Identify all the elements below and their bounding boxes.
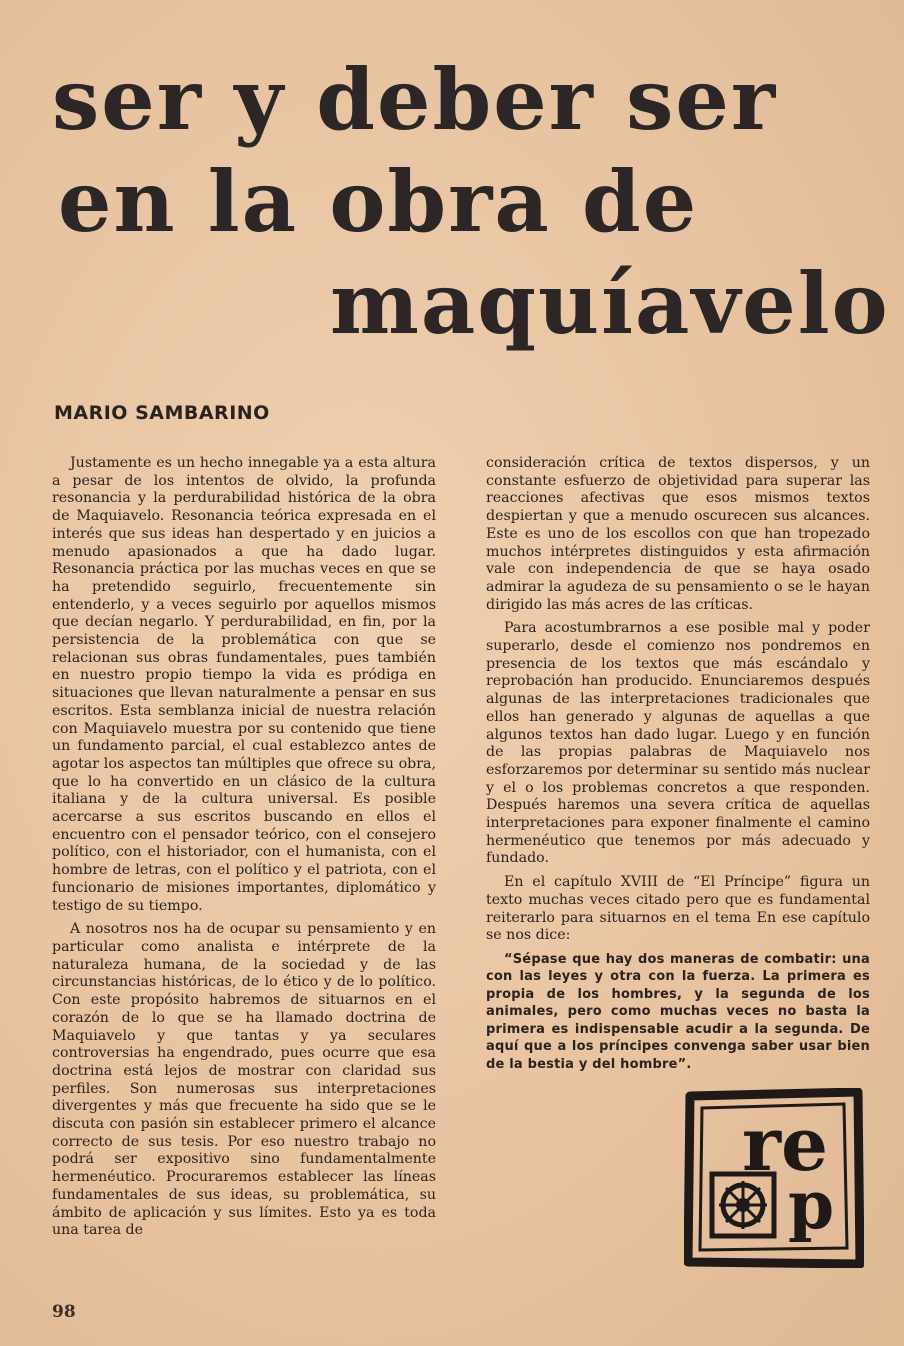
right-paragraph-1: consideración crítica de textos dispersos, y un constante esfuerzo de objetividad para superar las reacciones afectivas que esos mismos textos despiertan y que a menudo oscurecen sus alcances. Este es uno de los escollos con que han tropezado muchos intérpretes distinguidos y esta afirmación vale con independencia de que se haya osado admirar la agudeza de su pensamiento o se le hayan dirigido las más acres de las críticas. (486, 455, 870, 613)
author-name: MARIO SAMBARINO (54, 402, 270, 424)
left-paragraph-2: A nosotros nos ha de ocupar su pensamiento y en particular como analista e intérprete de la naturaleza humana, de la sociedad y de las circunstancias históricas, de lo ético y de lo político. Con este propósito habremos de situarnos en el corazón de lo que se ha llamado doctrina de Maquiavelo y que tantas y ya seculares controversias ha engendrado, pues ocurre que esa doctrina está lejos de mostrar con claridad sus perfiles. Son numerosas sus interpretaciones divergentes y más que frecuente ha sido que se le discuta con pasión sin establecer primero el alcance correcto de sus tesis. Por eso nuestro trabajo no podrá ser expositivo sino fundamentalmente hermenéutico. Procuraremos establecer las líneas fundamentales de sus ideas, su problemática, su ámbito de aplicación y sus límites. Esto ya es toda una tarea de (52, 921, 436, 1239)
right-column (486, 455, 870, 1079)
page-number: 98 (52, 1302, 76, 1322)
left-column (52, 455, 436, 1246)
quote-block: “Sépase que hay dos maneras de combatir: una con las leyes y otra con la fuerza. La primera es propia de los hombres, y la segunda de los animales, pero como muchas veces no basta la primera es indispensable acudir a la segunda. De aquí que a los príncipes convenga saber usar bien de la bestia y del hombre”. (486, 951, 870, 1072)
title-line-3: maquíavelo (330, 254, 890, 353)
logo-letter-p: p (788, 1166, 835, 1244)
right-paragraph-2: Para acostumbrarnos a ese posible mal y poder superarlo, desde el comienzo nos pondremos en presencia de los textos que más escándalo y reprobación han producido. Enunciaremos después algunas de las interpretaciones tradicionales que ellos han generado y algunas de aquellas a que algunos textos han dado lugar. Luego y en función de las propias palabras de Maquiavelo nos esforzaremos por determinar su sentido más nuclear y el o los problemas concretos a que responden. Después haremos una severa crítica de aquellas interpretaciones para exponer finalmente el camino hermenéutico que tenemos por más adecuado y fundado. (486, 620, 870, 867)
title-line-2: en la obra de (58, 152, 699, 251)
rep-logo (684, 1088, 864, 1268)
title-line-1: ser y deber ser (52, 50, 778, 149)
logo-letters-re: re (742, 1102, 829, 1188)
right-paragraph-3: En el capítulo XVIII de “El Príncipe” figura un texto muchas veces citado pero que es fundamental reiterarlo para situarnos en el tema En ese capítulo se nos dice: (486, 874, 870, 944)
left-paragraph-1: Justamente es un hecho innegable ya a esta altura a pesar de los intentos de olvido, la profunda resonancia y la perdurabilidad histórica de la obra de Maquiavelo. Resonancia teórica expresada en el interés que sus ideas han despertado y en juicios a menudo apasionados a que ha dado lugar. Resonancia práctica por las muchas veces en que se ha pretendido seguirlo, frecuentemente sin entenderlo, y a veces seguirlo por aquellos mismos que decían negarlo. Y perdurabilidad, en fin, por la persistencia de la problemática con que se relacionan sus obras fundamentales, pues también en nuestro propio tiempo la vida es pródiga en situaciones que llevan naturalmente a pensar en sus escritos. Esta semblanza inicial de nuestra relación con Maquiavelo muestra por su contenido que tiene un fundamento parcial, el cual establezco antes de agotar los aspectos tan múltiples que ofrece su obra, que lo ha convertido en un clásico de la cultura italiana y de la cultura universal. Es posible acercarse a sus escritos buscando en ellos el encuentro con el pensador teórico, con el consejero político, con el historiador, con el humanista, con el hombre de letras, con el político y el patriota, con el funcionario de misiones importantes, diplomático y testigo de su tiempo. (52, 455, 436, 914)
